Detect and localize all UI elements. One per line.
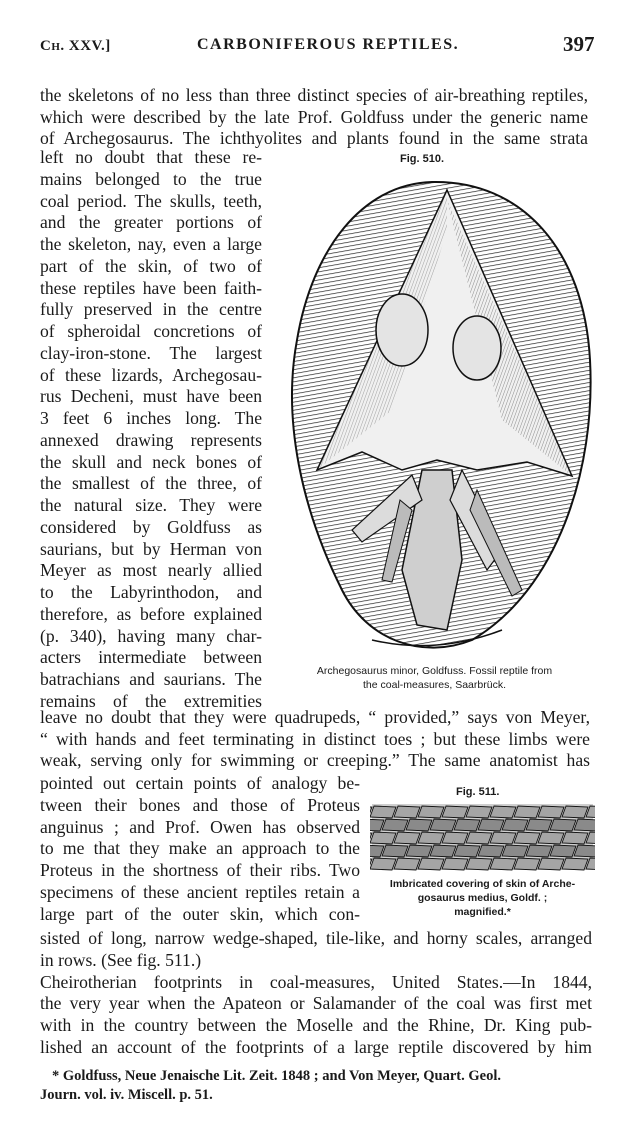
footnote-line2: Journ. vol. iv. Miscell. p. 51. (40, 1087, 213, 1103)
text-line: therefore, as before explained (40, 603, 262, 624)
text-line: of Archegosaurus. The ichthyolites and plants found in the same strata (40, 128, 588, 149)
text-line: Cheirotherian footprints in coal-measures, United States.—In 1844, (40, 971, 592, 992)
text-line: the skull and neck bones of (40, 451, 262, 472)
text-line: considered by Goldfuss as (40, 516, 262, 537)
text-line: coal period. The skulls, teeth, (40, 190, 262, 211)
fig511-label: Fig. 511. (456, 786, 500, 798)
text-line: batrachians and saurians. The (40, 669, 262, 689)
text-line: 3 feet 6 inches long. The (40, 408, 262, 428)
text-line: the skeleton, nay, even a large (40, 234, 262, 254)
fig510-caption-line2: the coal-measures, Saarbrück. (363, 679, 506, 691)
fig510-label: Fig. 510. (400, 153, 445, 165)
text-line: part of the skin, of two of (40, 255, 262, 276)
text-line: mains belonged to the true (40, 168, 262, 189)
fig511-caption-line3: magnified.* (454, 906, 511, 918)
text-line: “ with hands and feet terminating in distinct toes ; but these limbs were (40, 728, 590, 749)
text-line: with in the country between the Moselle and the Rhine, Dr. King pub- (40, 1015, 592, 1036)
text-line: these reptiles have been faith- (40, 277, 262, 298)
text-line: large part of the outer skin, which con- (40, 903, 360, 924)
text-line: specimens of these ancient reptiles retain a (40, 882, 360, 902)
text-line: weak, serving only for swimming or creeping.” The same anatomist has (40, 750, 590, 770)
text-line: in rows. (See fig. 511.) (40, 949, 202, 970)
text-line: saurians, but by Herman von (40, 538, 262, 559)
text-line: pointed out certain points of analogy be- (40, 773, 360, 793)
fig510-illustration (272, 170, 602, 660)
text-line: left no doubt that these re- (40, 147, 262, 167)
text-line: of spheroidal concretions of (40, 321, 262, 341)
text-line: (p. 340), having many char- (40, 625, 262, 646)
running-head-title: CARBONIFEROUS REPTILES. (197, 36, 460, 53)
text-line: Proteus in the shortness of their ribs. Two (40, 860, 360, 881)
text-line: the smallest of the three, of (40, 473, 262, 494)
text-line: anguinus ; and Prof. Owen has observed (40, 816, 360, 837)
running-head-chapter: Ch. XXV.] (40, 38, 111, 54)
text-line: and the greater portions of (40, 212, 262, 233)
text-line: acters intermediate between (40, 647, 262, 668)
fig511-caption-line2: gosaurus medius, Goldf. ; (417, 892, 548, 904)
footnote-line1: * Goldfuss, Neue Jenaische Lit. Zeit. 1848 ; and Von Meyer, Quart. Geol. (52, 1068, 501, 1084)
text-line: rus Decheni, must have been (40, 386, 262, 407)
page-number: 397 (563, 32, 595, 56)
text-line: remains of the extremities (40, 690, 262, 711)
text-line: to me that they make an approach to the (40, 838, 360, 859)
text-line: the natural size. They were (40, 495, 262, 515)
text-line: tween their bones and those of Proteus (40, 794, 360, 815)
text-line: the skeletons of no less than three distinct species of air-breathing reptiles, (40, 85, 588, 105)
text-line: which were described by the late Prof. Goldfuss under the generic name (40, 106, 588, 127)
text-line: fully preserved in the centre (40, 299, 262, 320)
text-line: annexed drawing represents (40, 429, 262, 450)
fig511-caption-line1: Imbricated covering of skin of Arche- (389, 878, 576, 890)
fig510-caption-line1: Archegosaurus minor, Goldfuss. Fossil reptile from (316, 665, 553, 677)
text-line: leave no doubt that they were quadrupeds, “ provided,” says von Meyer, (40, 707, 590, 727)
text-line: Meyer as most nearly allied (40, 560, 262, 581)
text-line: sisted of long, narrow wedge-shaped, tile-like, and horny scales, arranged (40, 928, 592, 948)
text-line: clay-iron-stone. The largest (40, 342, 262, 363)
text-line: of these lizards, Archegosau- (40, 364, 262, 385)
text-line: the very year when the Apateon or Salamander of the coal was first met (40, 993, 592, 1014)
text-line: to the Labyrinthodon, and (40, 582, 262, 602)
text-line: lished an account of the footprints of a large reptile discovered by him (40, 1037, 592, 1057)
fig511-illustration (370, 802, 595, 872)
